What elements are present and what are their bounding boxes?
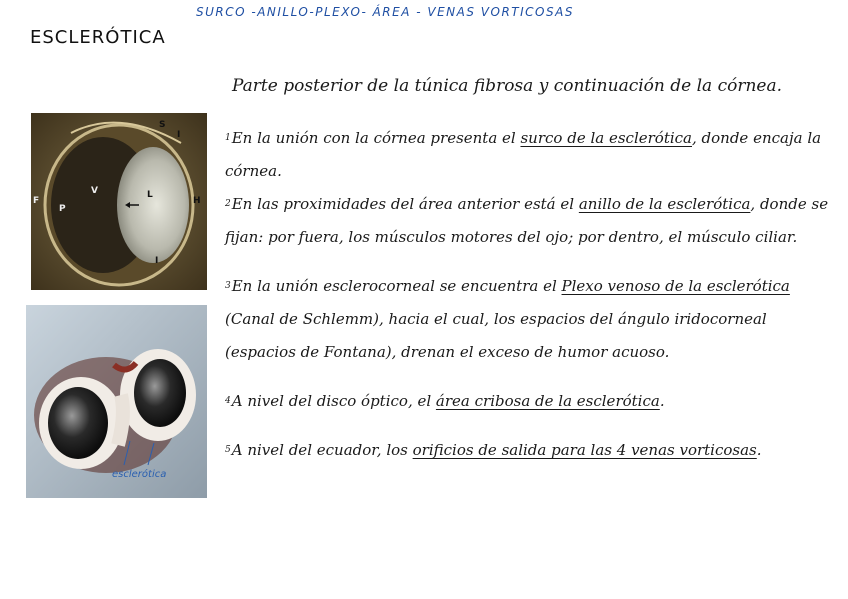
list-item <box>225 434 830 467</box>
item-number: 4 <box>225 396 231 406</box>
item-text: . <box>659 392 665 410</box>
item-text: , donde se fijan: por fuera, los músculos motores del ojo; por dentro, el músculo ciliar. <box>225 195 829 246</box>
list-item <box>225 122 830 188</box>
eye-section-photo <box>31 113 207 290</box>
label-p: P <box>59 204 66 214</box>
item-highlight: anillo de la esclerótica <box>578 195 751 213</box>
list-item <box>225 385 830 418</box>
item-number: 2 <box>225 199 231 209</box>
label-l: L <box>147 190 153 200</box>
dissected-eyes-photo <box>26 305 207 498</box>
label-s: S <box>159 120 166 130</box>
item-text: A nivel del ecuador, los <box>231 441 413 459</box>
label-f: F <box>33 196 40 206</box>
list-item <box>225 188 830 254</box>
item-text: (Canal de Schlemm), hacia el cual, los espacios del ángulo iridocorneal (espacios de Fontana), drenan el exceso de humor acuoso. <box>225 310 767 361</box>
item-highlight: Plexo venoso de la esclerótica <box>561 277 790 295</box>
item-text: En la unión esclerocorneal se encuentra el <box>231 277 562 295</box>
eye-section-image <box>31 113 207 290</box>
lead-sentence: Parte posterior de la túnica fibrosa y continuación de la córnea. <box>232 76 783 96</box>
dissected-eyes-image <box>26 305 207 498</box>
annotation-esclerotica: esclerótica <box>112 469 167 480</box>
item-highlight: área cribosa de la esclerótica <box>435 392 660 410</box>
item-text: . <box>756 441 762 459</box>
label-i-top: I <box>177 130 181 140</box>
item-text: En la unión con la córnea presenta el <box>231 129 521 147</box>
item-text: En las proximidades del área anterior está el <box>231 195 579 213</box>
label-i-bottom: I <box>155 256 159 266</box>
page-title: ESCLERÓTICA <box>30 27 166 48</box>
top-note: SURCO -ANILLO-PLEXO- ÁREA - VENAS VORTICOSAS <box>196 5 574 19</box>
item-text: , donde encaja la córnea. <box>225 129 822 180</box>
item-number: 5 <box>225 445 231 455</box>
item-highlight: surco de la esclerótica <box>520 129 692 147</box>
item-number: 1 <box>225 133 231 143</box>
item-number: 3 <box>225 281 231 291</box>
label-h: H <box>193 196 201 206</box>
list-item <box>225 270 830 369</box>
item-text: A nivel del disco óptico, el <box>231 392 436 410</box>
label-v: V <box>91 186 98 196</box>
item-highlight: orificios de salida para las 4 venas vorticosas <box>412 441 757 459</box>
